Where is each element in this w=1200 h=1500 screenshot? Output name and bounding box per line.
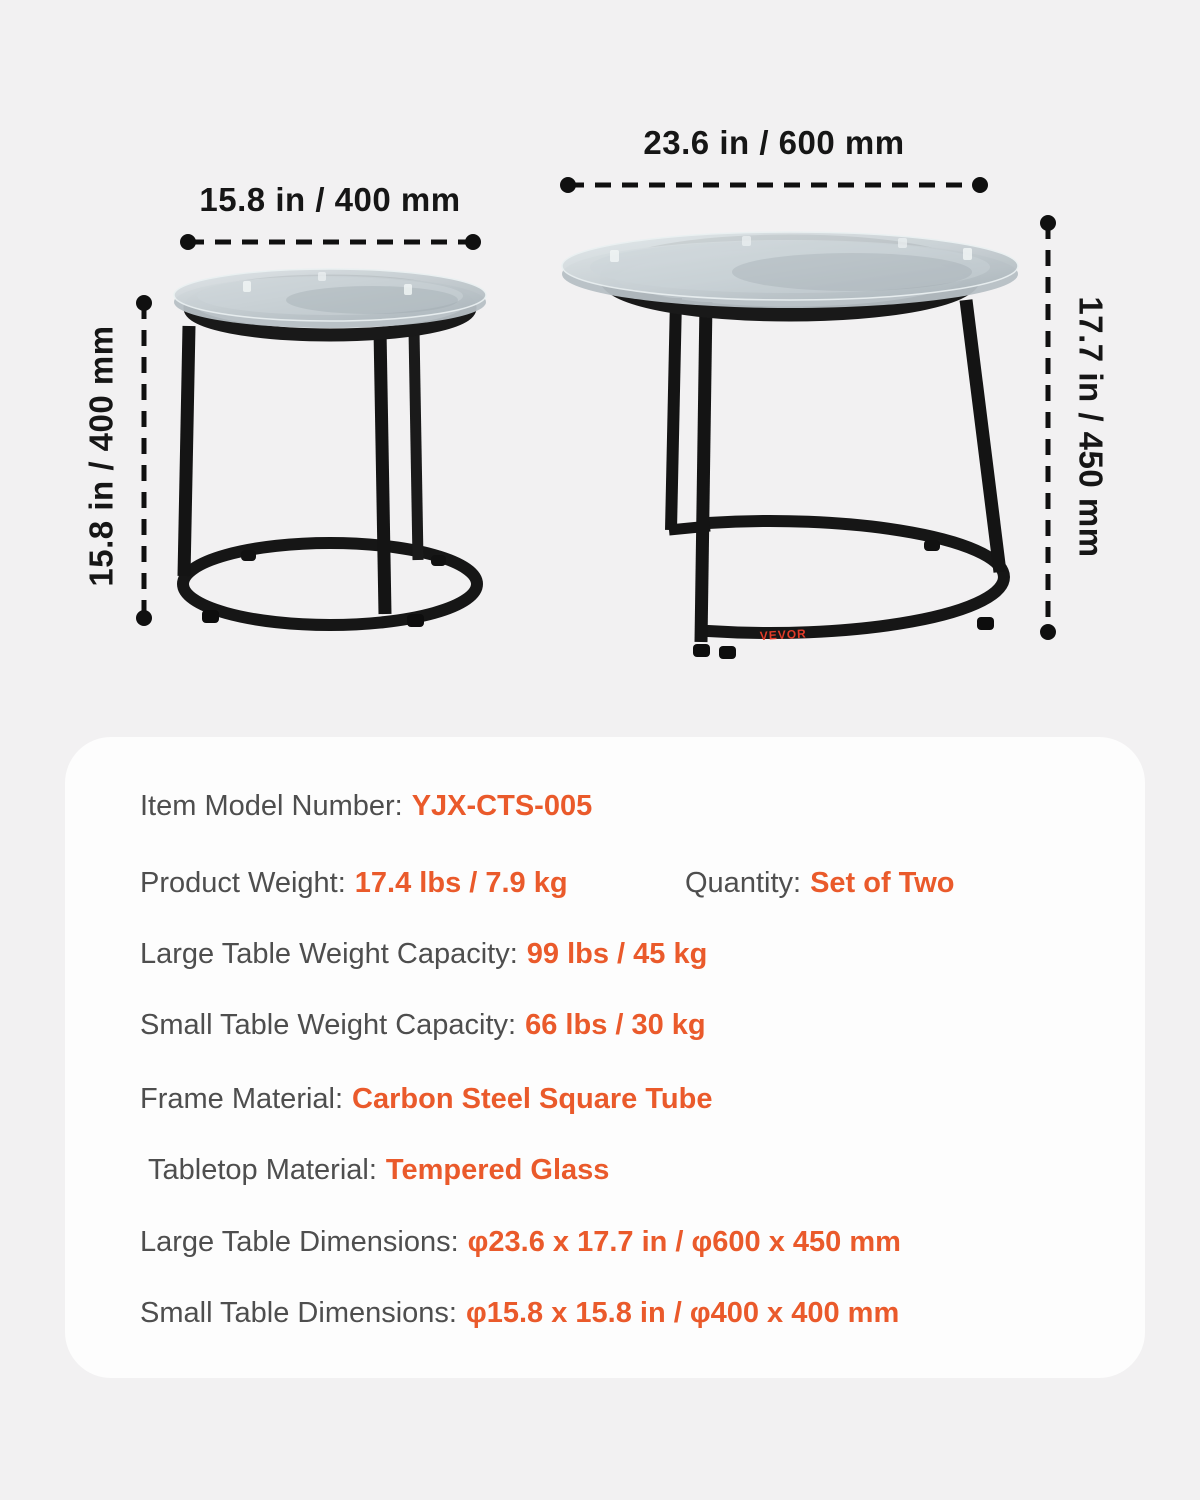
spec-label: Small Table Dimensions:: [140, 1297, 457, 1329]
spec-label: Product Weight:: [140, 867, 346, 899]
spec-row-small-capacity: [140, 1007, 1115, 1043]
spec-label: Quantity:: [685, 867, 802, 899]
large-table-leg: [701, 302, 706, 642]
large-table-leg: [966, 300, 1000, 572]
large-table-width-label: 23.6 in / 600 mm: [643, 124, 905, 161]
dimension-endpoint-dot: [1040, 624, 1056, 640]
small-table-leg: [380, 330, 385, 614]
spec-value: Carbon Steel Square Tube: [352, 1083, 713, 1115]
spec-row-model-number: [140, 788, 1115, 824]
large-table-glass-tint: [732, 253, 972, 291]
dimension-endpoint-dot: [1040, 215, 1056, 231]
glass-pin: [318, 272, 326, 281]
spec-row-large-capacity: [140, 936, 1115, 972]
small-table-height-label: 15.8 in / 400 mm: [82, 325, 120, 587]
spec-row-frame-material: [140, 1081, 1115, 1117]
spec-row-weight-quantity: [140, 865, 1115, 901]
small-table: [174, 269, 486, 627]
large-table-height-label: 17.7 in / 450 mm: [1072, 296, 1110, 558]
vevor-logo-text: VEVOR: [759, 626, 808, 643]
dimension-endpoint-dot: [560, 177, 576, 193]
spec-value: Set of Two: [810, 867, 955, 899]
dimension-endpoint-dot: [136, 610, 152, 626]
large-table-foot: [977, 617, 994, 630]
large-table-leg: [671, 298, 676, 530]
small-table-leg: [414, 330, 418, 560]
glass-pin: [898, 238, 907, 248]
small-table-foot: [202, 610, 219, 623]
large-table-base-ring: [708, 521, 1004, 633]
spec-label: Item Model Number:: [140, 790, 403, 822]
spec-label: Large Table Dimensions:: [140, 1226, 459, 1258]
spec-row-tabletop-material: [140, 1152, 1115, 1188]
spec-quantity-pair: [685, 865, 955, 901]
spec-value: Tempered Glass: [385, 1154, 610, 1186]
spec-label: Small Table Weight Capacity:: [140, 1009, 517, 1041]
spec-value: YJX-CTS-005: [411, 790, 593, 822]
glass-pin: [742, 236, 751, 246]
large-table-foot: [719, 646, 736, 659]
spec-row-large-dimensions: [140, 1224, 1115, 1260]
large-table-bumper: [924, 540, 940, 551]
spec-label: Tabletop Material:: [148, 1154, 377, 1186]
spec-value: φ15.8 x 15.8 in / φ400 x 400 mm: [466, 1297, 900, 1329]
small-table-glass-tint: [286, 286, 458, 314]
spec-label: Large Table Weight Capacity:: [140, 938, 518, 970]
spec-card: [65, 737, 1145, 1378]
small-table-bumper: [431, 555, 446, 566]
dimension-endpoint-dot: [136, 295, 152, 311]
spec-value: 99 lbs / 45 kg: [526, 938, 708, 970]
small-table-base-ring: [183, 543, 477, 625]
glass-pin: [404, 284, 412, 295]
glass-pin: [610, 250, 619, 262]
small-table-leg: [184, 326, 189, 576]
dimension-endpoint-dot: [180, 234, 196, 250]
dimension-diagram: [0, 0, 1200, 710]
spec-row-small-dimensions: [140, 1295, 1115, 1331]
spec-value: 17.4 lbs / 7.9 kg: [354, 867, 568, 899]
glass-pin: [243, 281, 251, 292]
large-table-foot: [693, 644, 710, 657]
large-table: [562, 232, 1018, 659]
spec-label: Frame Material:: [140, 1083, 344, 1115]
spec-value: 66 lbs / 30 kg: [525, 1009, 706, 1041]
small-table-bumper: [241, 550, 256, 561]
small-table-width-label: 15.8 in / 400 mm: [199, 181, 461, 218]
small-table-foot: [407, 614, 424, 627]
dimension-endpoint-dot: [465, 234, 481, 250]
glass-pin: [963, 248, 972, 260]
spec-value: φ23.6 x 17.7 in / φ600 x 450 mm: [467, 1226, 901, 1258]
dimension-endpoint-dot: [972, 177, 988, 193]
